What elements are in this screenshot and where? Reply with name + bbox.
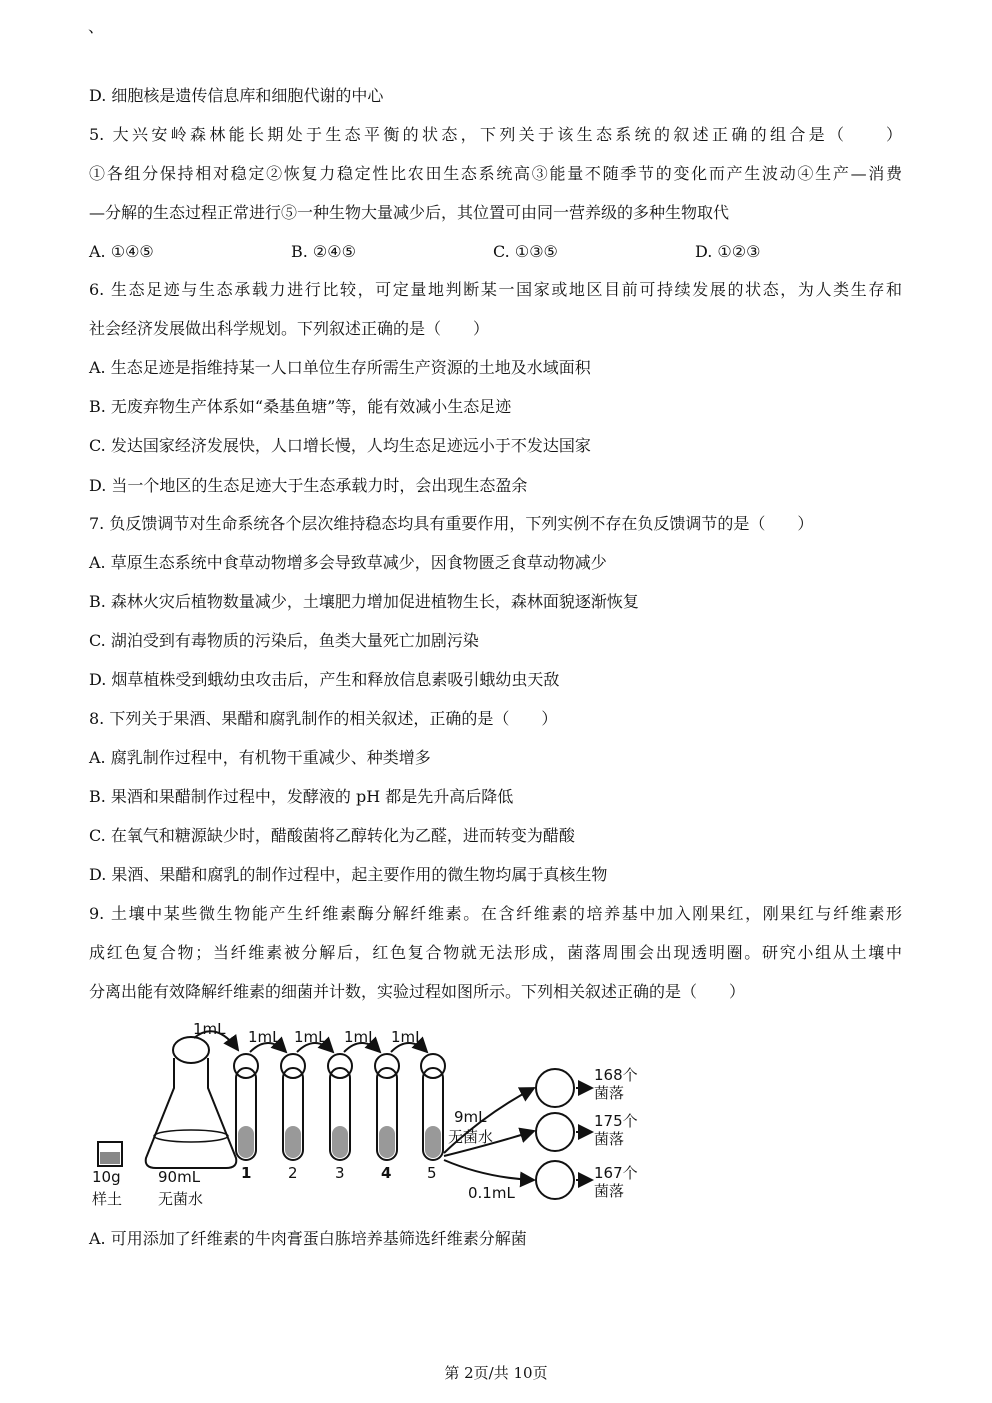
colony-count-1: 168个 xyxy=(594,1066,638,1084)
q8-option-b[interactable]: B. 果酒和果醋制作过程中，发酵液的 pH 都是先升高后降低 xyxy=(89,787,514,806)
colony-word-2: 菌落 xyxy=(594,1130,625,1148)
q8-option-d[interactable]: D. 果酒、果醋和腐乳的制作过程中，起主要作用的微生物均属于真核生物 xyxy=(89,865,608,884)
q5-statements-2: —分解的生态过程正常进行⑤一种生物大量减少后，其位置可由同一营养级的多种生物取代 xyxy=(89,203,730,222)
q5-option-d[interactable]: D. ①②③ xyxy=(695,242,761,261)
colony-word-3: 菌落 xyxy=(594,1182,625,1200)
dilution-figure xyxy=(86,1018,676,1218)
tube-5 xyxy=(421,1054,445,1160)
soil-beaker xyxy=(98,1142,122,1166)
q5-option-c[interactable]: C. ①③⑤ xyxy=(493,242,558,261)
scan-mark: 、 xyxy=(88,17,105,36)
tube-number-2: 2 xyxy=(288,1164,298,1182)
plating-arrow-3 xyxy=(444,1160,534,1180)
q6-option-b[interactable]: B. 无废弃物生产体系如“桑基鱼塘”等，能有效减小生态足迹 xyxy=(89,397,512,416)
tube-4 xyxy=(375,1054,399,1160)
flask-label: 无菌水 xyxy=(158,1190,204,1208)
q6-option-c[interactable]: C. 发达国家经济发展快，人口增长慢，人均生态足迹远小于不发达国家 xyxy=(89,436,591,455)
q9-option-a[interactable]: A. 可用添加了纤维素的牛肉膏蛋白胨培养基筛选纤维素分解菌 xyxy=(89,1229,527,1248)
water-amount: 9mL xyxy=(454,1108,487,1126)
transfer-label-3: 1mL xyxy=(294,1028,327,1046)
tube-number-1: 1 xyxy=(241,1164,252,1182)
q8-stem: 8. 下列关于果酒、果醋和腐乳制作的相关叙述，正确的是（ ） xyxy=(89,709,558,728)
transfer-label-1: 1mL xyxy=(193,1020,226,1038)
q4-option-d: D. 细胞核是遗传信息库和细胞代谢的中心 xyxy=(89,86,384,105)
page-footer: 第 2页/共 10页 xyxy=(444,1364,548,1382)
tube-1 xyxy=(234,1054,258,1160)
tube-2 xyxy=(281,1054,305,1160)
petri-dish-1 xyxy=(536,1069,574,1107)
q8-option-a[interactable]: A. 腐乳制作过程中，有机物干重减少、种类增多 xyxy=(89,748,431,767)
q6-stem-1: 6. 生态足迹与生态承载力进行比较，可定量地判断某一国家或地区目前可持续发展的状态，为人类生存和 xyxy=(89,280,902,299)
q6-option-a[interactable]: A. 生态足迹是指维持某一人口单位生存所需生产资源的土地及水域面积 xyxy=(89,358,591,377)
q7-stem: 7. 负反馈调节对生命系统各个层次维持稳态均具有重要作用，下列实例不存在负反馈调节的是（ ） xyxy=(89,514,814,533)
tube-3 xyxy=(328,1054,352,1160)
colony-count-3: 167个 xyxy=(594,1164,638,1182)
transfer-label-4: 1mL xyxy=(344,1028,377,1046)
water-label: 无菌水 xyxy=(448,1128,494,1146)
colony-count-2: 175个 xyxy=(594,1112,638,1130)
transfer-label-5: 1mL xyxy=(391,1028,424,1046)
tube-number-5: 5 xyxy=(427,1164,437,1182)
petri-dish-3 xyxy=(536,1161,574,1199)
q9-stem-3: 分离出能有效降解纤维素的细菌并计数，实验过程如图所示。下列相关叙述正确的是（ ） xyxy=(89,982,746,1001)
q5-statements-1: ①各组分保持相对稳定②恢复力稳定性比农田生态系统高③能量不随季节的变化而产生波动④生产—消费 xyxy=(89,164,902,183)
q7-option-c[interactable]: C. 湖泊受到有毒物质的污染后，鱼类大量死亡加剧污染 xyxy=(89,631,479,650)
q9-stem-1: 9. 土壤中某些微生物能产生纤维素酶分解纤维素。在含纤维素的培养基中加入刚果红，刚果红与纤维素形 xyxy=(89,904,902,923)
petri-dish-2 xyxy=(536,1113,574,1151)
q5-option-b[interactable]: B. ②④⑤ xyxy=(291,242,356,261)
plating-amount: 0.1mL xyxy=(468,1184,515,1202)
q5-options xyxy=(89,242,897,262)
q7-option-a[interactable]: A. 草原生态系统中食草动物增多会导致草减少，因食物匮乏食草动物减少 xyxy=(89,553,607,572)
water-flask xyxy=(146,1037,237,1168)
q8-option-c[interactable]: C. 在氧气和糖源缺少时，醋酸菌将乙醇转化为乙醛，进而转变为醋酸 xyxy=(89,826,575,845)
soil-amount: 10g xyxy=(92,1168,121,1186)
q6-stem-2: 社会经济发展做出科学规划。下列叙述正确的是（ ） xyxy=(89,319,490,338)
q5-option-a[interactable]: A. ①④⑤ xyxy=(89,242,154,261)
q5-stem: 5. 大兴安岭森林能长期处于生态平衡的状态，下列关于该生态系统的叙述正确的组合是（ ） xyxy=(89,125,902,144)
tube-number-3: 3 xyxy=(335,1164,345,1182)
q7-option-d[interactable]: D. 烟草植株受到蛾幼虫攻击后，产生和释放信息素吸引蛾幼虫天敌 xyxy=(89,670,560,689)
soil-label: 样土 xyxy=(92,1190,123,1208)
q7-option-b[interactable]: B. 森林火灾后植物数量减少，土壤肥力增加促进植物生长，森林面貌逐渐恢复 xyxy=(89,592,639,611)
flask-amount: 90mL xyxy=(158,1168,201,1186)
tube-number-4: 4 xyxy=(381,1164,392,1182)
colony-word-1: 菌落 xyxy=(594,1084,625,1102)
q6-option-d[interactable]: D. 当一个地区的生态足迹大于生态承载力时，会出现生态盈余 xyxy=(89,476,528,495)
q9-stem-2: 成红色复合物；当纤维素被分解后，红色复合物就无法形成，菌落周围会出现透明圈。研究小组从土壤中 xyxy=(89,943,902,962)
transfer-label-2: 1mL xyxy=(248,1028,281,1046)
